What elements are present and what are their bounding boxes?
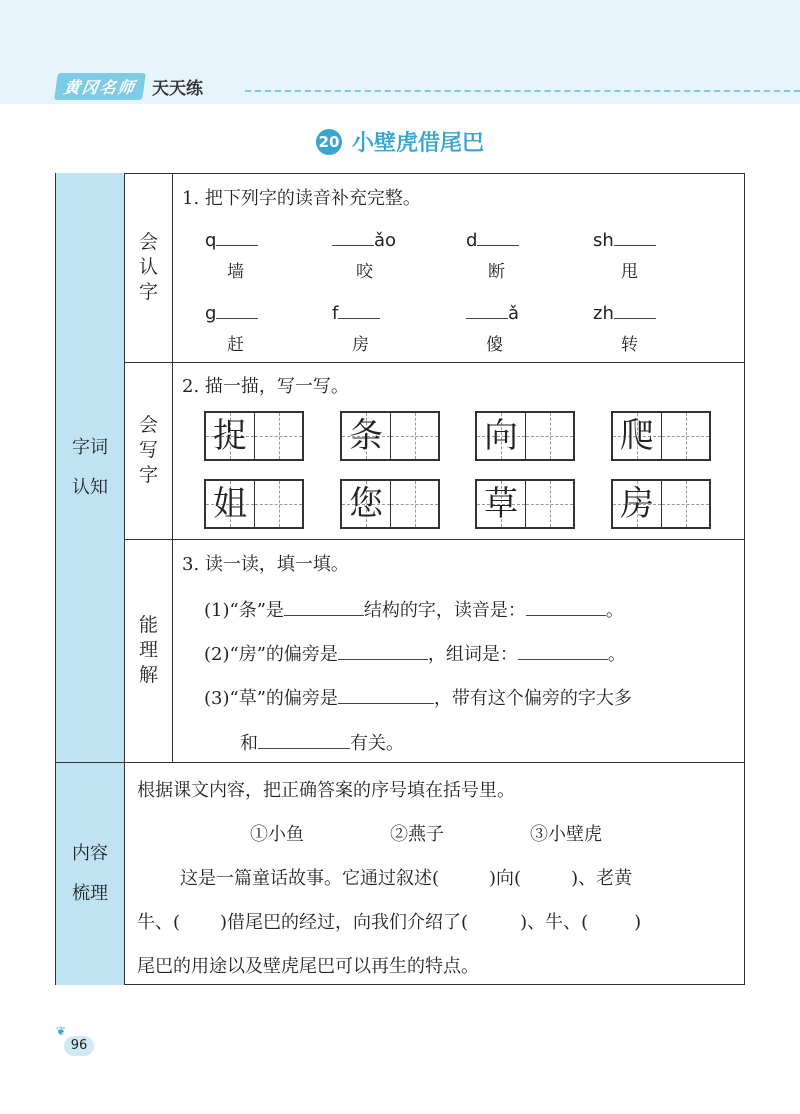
text: (2)“房”的偏旁是 xyxy=(204,644,338,665)
pinyin-char: 断 xyxy=(488,262,505,282)
label-write xyxy=(125,362,173,539)
label-char: 会 xyxy=(138,231,158,253)
answer-blank[interactable] xyxy=(338,645,428,660)
text: ) xyxy=(634,912,642,933)
lesson-number: 20 xyxy=(316,129,342,155)
text: (3)“草”的偏旁是 xyxy=(204,688,338,709)
category-content-line2: 梳理 xyxy=(72,883,108,904)
label-char: 能 xyxy=(138,614,158,636)
pinyin-prefix: g xyxy=(205,303,217,324)
answer-blank[interactable] xyxy=(338,689,434,704)
pinyin-blank[interactable] xyxy=(614,302,656,319)
content-instruction: 根据课文内容，把正确答案的序号填在括号里。 xyxy=(137,780,515,801)
category-words-line1: 字词 xyxy=(72,436,108,458)
text: 牛、( xyxy=(137,912,181,933)
writing-grid[interactable] xyxy=(340,479,440,529)
leaf-icon: ❦ xyxy=(56,1024,67,1038)
brand-badge: 黄冈名师 xyxy=(54,73,146,100)
option-3: ③小壁虎 xyxy=(530,824,602,845)
text: )、老黄 xyxy=(571,868,633,889)
pinyin-prefix: zh xyxy=(593,303,614,324)
pinyin-item xyxy=(332,302,422,355)
writing-grid[interactable] xyxy=(204,479,304,529)
pinyin-char: 转 xyxy=(621,335,638,355)
option-1: ①小鱼 xyxy=(250,824,304,845)
pinyin-blank[interactable] xyxy=(614,229,656,246)
label-char: 解 xyxy=(138,664,158,686)
text: )借尾巴的经过，向我们介绍了( xyxy=(220,912,469,933)
label-char: 认 xyxy=(138,256,158,278)
writing-grid[interactable] xyxy=(475,411,575,461)
text: ，组词是： xyxy=(427,644,518,665)
question-2-title: 2. 描一描，写一写。 xyxy=(182,376,349,397)
text: )向( xyxy=(489,868,522,889)
pinyin-char: 墙 xyxy=(227,262,244,282)
pinyin-suffix: ǎ xyxy=(508,303,520,324)
writing-grid[interactable] xyxy=(340,411,440,461)
pinyin-item xyxy=(593,302,683,355)
trace-char: 姐 xyxy=(213,484,247,524)
trace-char: 房 xyxy=(620,484,654,524)
pinyin-char: 傻 xyxy=(486,335,503,355)
pinyin-prefix: f xyxy=(332,303,339,324)
label-char: 写 xyxy=(138,439,158,461)
trace-char: 捉 xyxy=(213,416,247,456)
row-divider xyxy=(125,362,745,363)
text: )、牛、( xyxy=(520,912,589,933)
trace-char: 条 xyxy=(349,416,383,456)
pinyin-item xyxy=(466,229,556,282)
category-words-line2: 认知 xyxy=(72,476,108,498)
answer-blank[interactable] xyxy=(284,601,364,616)
brand-subtitle: 天天练 xyxy=(152,78,204,99)
label-char: 字 xyxy=(138,464,158,486)
lesson-name: 小壁虎借尾巴 xyxy=(351,131,484,156)
content-line-2 xyxy=(137,908,641,934)
brand xyxy=(56,74,203,98)
pinyin-prefix: q xyxy=(205,230,217,251)
category-content xyxy=(55,762,125,985)
text: 。 xyxy=(605,600,624,621)
pinyin-suffix: ǎo xyxy=(374,230,397,251)
text: 和 xyxy=(240,733,258,754)
pinyin-blank[interactable] xyxy=(216,302,258,319)
trace-char: 您 xyxy=(349,484,383,524)
answer-blank[interactable] xyxy=(258,734,350,749)
pinyin-item xyxy=(205,229,295,282)
pinyin-blank[interactable] xyxy=(477,229,519,246)
pinyin-char: 咬 xyxy=(356,262,373,282)
writing-grid[interactable] xyxy=(204,411,304,461)
writing-grid[interactable] xyxy=(611,479,711,529)
label-char: 字 xyxy=(138,281,158,303)
lesson-title xyxy=(0,126,800,157)
answer-blank[interactable] xyxy=(526,601,606,616)
text: (1)“条”是 xyxy=(204,600,284,621)
pinyin-item xyxy=(205,302,295,355)
pinyin-item xyxy=(466,302,556,355)
page-number: 96 xyxy=(64,1036,94,1056)
pinyin-item xyxy=(332,229,422,282)
answer-blank[interactable] xyxy=(518,645,608,660)
pinyin-char: 房 xyxy=(352,335,369,355)
option-2: ②燕子 xyxy=(390,824,444,845)
text: 结构的字，读音是： xyxy=(363,600,526,621)
text: ，带有这个偏旁的字大多 xyxy=(433,688,632,709)
text: 这是一篇童话故事。它通过叙述( xyxy=(180,868,440,889)
label-char: 理 xyxy=(138,639,158,661)
fill-line-4 xyxy=(240,729,404,755)
pinyin-char: 赶 xyxy=(227,335,244,355)
row-divider xyxy=(125,539,745,540)
fill-line-1 xyxy=(204,596,624,622)
trace-char: 草 xyxy=(484,484,518,524)
fill-line-3 xyxy=(204,684,632,710)
category-words xyxy=(55,173,125,762)
pinyin-blank[interactable] xyxy=(338,302,380,319)
question-1-title: 1. 把下列字的读音补充完整。 xyxy=(182,188,421,209)
question-3-title: 3. 读一读，填一填。 xyxy=(182,554,349,575)
text: 。 xyxy=(607,644,626,665)
pinyin-blank[interactable] xyxy=(332,229,374,246)
fill-line-2 xyxy=(204,640,626,666)
label-understand xyxy=(125,539,173,762)
pinyin-blank[interactable] xyxy=(466,302,508,319)
content-line-3: 尾巴的用途以及壁虎尾巴可以再生的特点。 xyxy=(137,956,479,977)
writing-grid[interactable] xyxy=(475,479,575,529)
trace-char: 爬 xyxy=(620,416,654,456)
pinyin-prefix: d xyxy=(466,230,478,251)
label-char: 会 xyxy=(138,414,158,436)
pinyin-item xyxy=(593,229,683,282)
trace-char: 向 xyxy=(484,416,518,456)
label-read xyxy=(125,173,173,362)
pinyin-char: 甩 xyxy=(621,262,638,282)
row-divider xyxy=(55,762,745,763)
category-content-line1: 内容 xyxy=(72,843,108,864)
content-line-1 xyxy=(180,864,632,890)
text: 有关。 xyxy=(350,733,404,754)
header-divider xyxy=(245,90,800,92)
pinyin-blank[interactable] xyxy=(216,229,258,246)
writing-grid[interactable] xyxy=(611,411,711,461)
pinyin-prefix: sh xyxy=(593,230,614,251)
